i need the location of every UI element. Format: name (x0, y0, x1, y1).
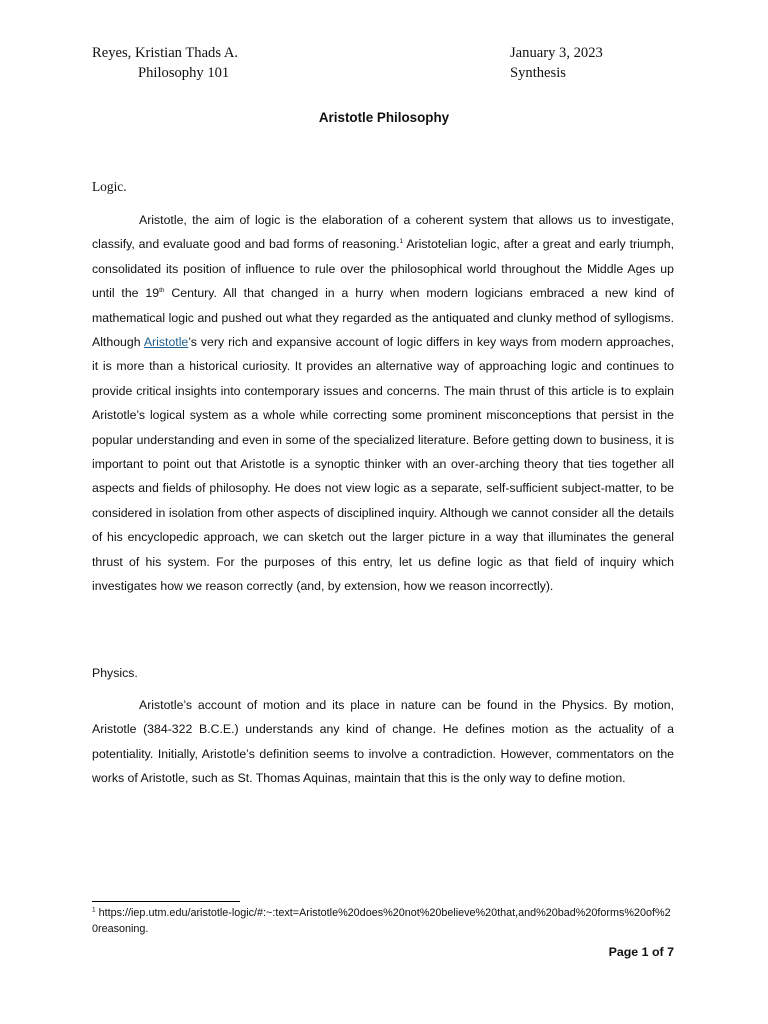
footnote (92, 905, 674, 937)
course-name: Philosophy 101 (138, 65, 230, 81)
aristotle-link[interactable]: Aristotle (143, 335, 189, 350)
footnote-text: https://iep.utm.edu/aristotle-logic/#:~:text=Aristotle%20does%20not%20believe%20that,and%20bad%20forms%20of%20reasoning. (92, 907, 671, 935)
ordinal-superscript: th (159, 287, 165, 295)
physics-heading: Physics. (92, 666, 138, 680)
page-number: Page 1 of 7 (608, 945, 674, 959)
footnote-reference[interactable]: 1 (399, 238, 404, 246)
footnote-number: 1 (92, 906, 96, 914)
logic-heading: Logic. (92, 179, 127, 194)
logic-paragraph (92, 208, 674, 599)
logic-text-part-2: Aristotelian logic, after a great and early triumph, consolidated its position of influence to rule over the philosophical world throughout the Middle Ages up until the 19 (92, 237, 674, 301)
footnote-separator (92, 901, 240, 902)
logic-text-part-4: ’s very rich and expansive account of logic differs in key ways from modern approaches, it is more than a historical curiosity. It provides an alternative way of approaching logic and continues to provide critical insights into contemporary issues and concerns. The main thrust of this article is to explain Aristotle’s logical system as a whole while correcting some prominent misconceptions that persist in the popular understanding and even in some of the specialized literature. Before getting down to business, it is important to point out that Aristotle is a synoptic thinker with an over-arching theory that ties together all aspects and fields of philosophy. He does not view logic as a separate, self-sufficient subject-matter, to be considered in isolation from other aspects of disciplined inquiry. Although we cannot consider all the details of his encyclopedic approach, we can sketch out the larger picture in a way that illuminates the general thrust of his system. For the purposes of this entry, let us define logic as that field of inquiry which investigates how we reason correctly (and, by extension, how we reason incorrectly). (92, 335, 674, 594)
author-name: Reyes, Kristian Thads A. (92, 45, 239, 61)
document-title: Aristotle Philosophy (318, 110, 450, 125)
logic-text-part-3: Century. All that changed in a hurry when modern logicians embraced a new kind of mathematical logic and pushed out what they regarded as the antiquated and clunky method of syllogisms. Although (92, 286, 675, 350)
physics-paragraph: Aristotle’s account of motion and its place in nature can be found in the Physics. By motion, Aristotle (384-322 B.C.E.) understands any kind of change. He defines motion as the actuality of a potentiality. Initially, Aristotle’s definition seems to involve a contradiction. However, commentators on the works of Aristotle, such as St. Thomas Aquinas, maintain that this is the only way to define motion. (92, 698, 674, 786)
document-type: Synthesis (510, 65, 566, 81)
document-date: January 3, 2023 (510, 45, 603, 61)
logic-text-part-1: Aristotle, the aim of logic is the elaboration of a coherent system that allows us to investigate, classify, and evaluate good and bad forms of reasoning. (92, 213, 674, 252)
